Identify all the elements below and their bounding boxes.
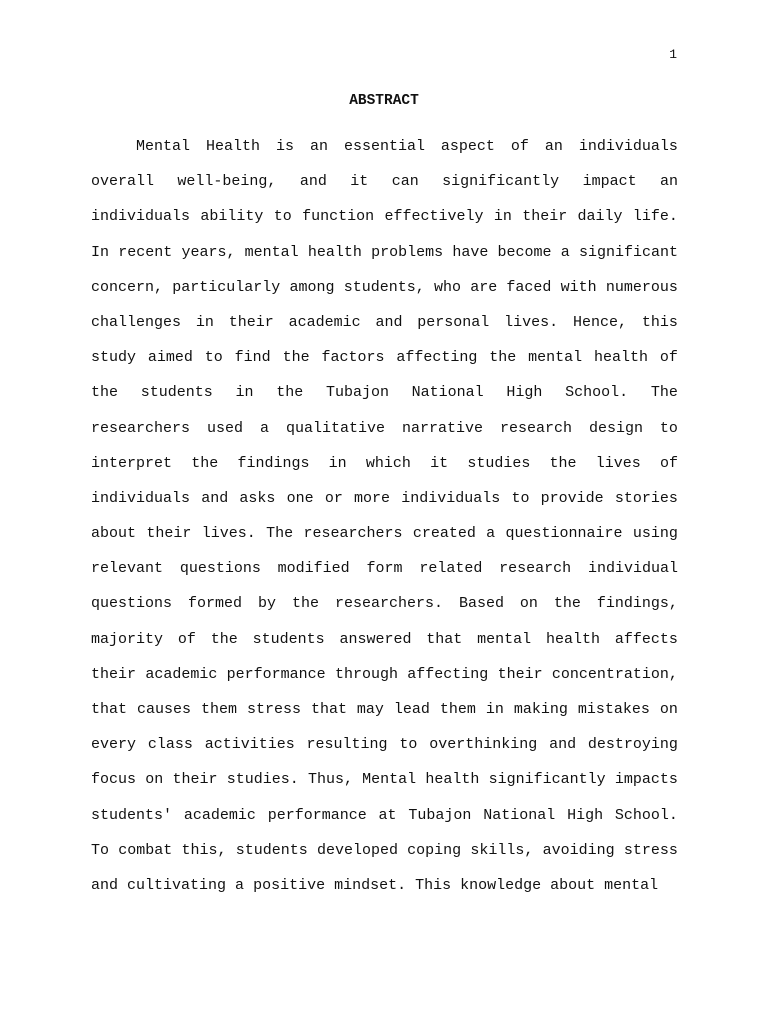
line-word: their: [497, 665, 543, 683]
line-word: created: [412, 525, 476, 543]
line-word: research: [499, 560, 572, 578]
line-word: stress: [246, 701, 301, 718]
line-word: affecting: [407, 665, 489, 683]
paragraph-line: [91, 770, 678, 805]
line-word: the: [549, 454, 577, 472]
paragraph-line: [91, 207, 678, 242]
line-word: in: [493, 208, 512, 226]
line-word: School.: [565, 384, 629, 402]
line-word: their: [91, 665, 137, 683]
line-word: one: [286, 489, 314, 507]
line-word: related: [419, 560, 483, 578]
line-word: factors: [321, 349, 385, 367]
line-word: developed: [316, 841, 398, 859]
line-word: asks: [239, 489, 276, 507]
line-word: health: [425, 771, 480, 789]
line-word: positive: [253, 876, 326, 894]
paragraph-line: [91, 278, 678, 313]
line-word: in: [235, 384, 254, 402]
line-word: academic: [288, 313, 361, 331]
line-word: used: [207, 419, 244, 437]
line-word: knowledge: [460, 876, 542, 894]
line-word: skills,: [470, 841, 534, 859]
line-word: impact: [582, 173, 637, 191]
paragraph-line: [91, 594, 678, 629]
line-word: mistakes: [577, 701, 650, 718]
line-word: findings,: [596, 595, 678, 613]
line-word: about: [91, 525, 137, 543]
paragraph-line: [91, 383, 678, 418]
line-word: a: [560, 243, 570, 261]
paragraph-line: [91, 841, 678, 876]
line-word: To: [91, 841, 110, 859]
paragraph-line: [91, 454, 678, 489]
abstract-body: [91, 137, 678, 911]
line-word: that: [91, 701, 128, 718]
line-word: researchers: [91, 419, 191, 437]
line-word: effectively: [384, 208, 484, 226]
line-word: modified: [277, 560, 350, 578]
line-word: by: [257, 595, 276, 613]
line-word: the: [91, 384, 119, 402]
line-word: daily: [577, 208, 623, 226]
line-word: questionnaire: [505, 525, 623, 543]
line-word: provide: [540, 489, 604, 507]
line-word: of: [177, 630, 196, 648]
line-word: researchers: [303, 525, 403, 543]
line-word: interpret: [91, 454, 173, 472]
line-word: the: [210, 630, 238, 648]
paragraph-line: [91, 876, 678, 911]
line-word: combat: [118, 841, 173, 859]
line-word: design: [588, 419, 643, 437]
line-word: answered: [339, 630, 412, 648]
line-word: and: [375, 313, 403, 331]
line-word: form: [366, 560, 403, 578]
line-word: numerous: [605, 278, 678, 296]
line-word: Mental: [136, 138, 191, 155]
line-word: years,: [181, 243, 236, 261]
line-word: significantly: [488, 771, 606, 789]
line-word: affecting: [396, 349, 478, 367]
line-word: faced: [506, 278, 552, 296]
line-word: study: [91, 349, 137, 367]
line-word: life.: [632, 208, 678, 226]
line-word: a: [486, 525, 496, 543]
line-word: become: [497, 243, 552, 261]
line-word: significant: [578, 243, 678, 261]
line-word: at: [378, 806, 397, 824]
line-word: through: [334, 665, 398, 683]
line-word: Thus,: [307, 771, 353, 789]
line-word: National: [411, 384, 484, 402]
paragraph-line: [91, 665, 678, 700]
line-word: every: [91, 736, 137, 754]
line-word: mental: [528, 349, 583, 367]
line-word: students,: [343, 278, 425, 296]
line-word: National: [483, 806, 556, 824]
line-word: mental: [244, 243, 299, 261]
line-word: concentration,: [551, 665, 678, 683]
line-word: them: [200, 701, 237, 718]
line-word: The: [266, 525, 294, 543]
line-word: of: [659, 349, 678, 367]
line-word: to: [273, 208, 292, 226]
line-word: their: [146, 525, 192, 543]
line-word: and: [299, 173, 327, 191]
line-word: significantly: [442, 173, 560, 191]
line-word: to: [204, 349, 223, 367]
line-word: that: [310, 701, 347, 718]
line-word: the: [276, 384, 304, 402]
line-word: and: [201, 489, 229, 507]
line-word: affects: [614, 630, 678, 648]
paragraph-line: [91, 806, 678, 841]
paragraph-line: [91, 172, 678, 207]
line-word: mindset.: [334, 876, 407, 894]
line-word: essential: [343, 138, 425, 155]
line-word: qualitative: [285, 419, 385, 437]
line-word: students: [252, 630, 325, 648]
line-word: this: [641, 313, 678, 331]
line-word: that: [426, 630, 463, 648]
line-word: aspect: [440, 138, 495, 155]
paragraph-line: [91, 243, 678, 278]
line-word: the: [489, 349, 517, 367]
line-word: their: [522, 208, 568, 226]
line-word: High: [567, 806, 604, 824]
line-word: of: [510, 138, 529, 155]
paragraph-line: [91, 348, 678, 383]
line-word: individuals: [578, 138, 678, 155]
line-word: lives.: [504, 313, 559, 331]
paragraph-line: [91, 313, 678, 348]
line-word: questions: [179, 560, 261, 578]
line-word: stress: [623, 841, 678, 859]
line-word: the: [553, 595, 581, 613]
paragraph-line: [91, 700, 678, 735]
line-word: students: [140, 384, 213, 402]
line-word: and: [549, 736, 577, 754]
line-word: problems: [371, 243, 444, 261]
line-word: The: [650, 384, 678, 402]
line-word: which: [365, 454, 411, 472]
line-word: studies: [467, 454, 531, 472]
line-word: is: [275, 138, 294, 155]
line-word: In: [91, 243, 110, 261]
line-word: using: [632, 525, 678, 543]
line-word: impacts: [614, 771, 678, 789]
line-word: an: [659, 173, 678, 191]
line-word: majority: [91, 630, 164, 648]
line-word: individuals: [401, 489, 501, 507]
line-word: may: [356, 701, 384, 718]
line-word: to: [659, 419, 678, 437]
line-word: about: [550, 876, 596, 894]
line-word: an: [309, 138, 328, 155]
line-word: among: [289, 278, 335, 296]
line-word: mental: [604, 876, 659, 894]
line-word: in: [328, 454, 347, 472]
line-word: activities: [204, 736, 295, 754]
line-word: making: [513, 701, 568, 718]
line-word: find: [234, 349, 271, 367]
line-word: to: [399, 736, 418, 754]
line-word: lead: [393, 701, 430, 718]
line-word: individuals: [91, 208, 191, 226]
line-word: findings: [237, 454, 310, 472]
line-word: their: [172, 771, 218, 789]
line-word: this,: [181, 841, 227, 859]
line-word: studies.: [226, 771, 299, 789]
line-word: concern,: [91, 278, 164, 296]
line-word: resulting: [306, 736, 388, 754]
line-word: mental: [477, 630, 532, 648]
line-word: or: [324, 489, 343, 507]
line-word: High: [506, 384, 543, 402]
line-word: Based: [458, 595, 504, 613]
line-word: ability: [200, 208, 264, 226]
line-word: particularly: [172, 278, 281, 296]
line-word: recent: [118, 243, 173, 261]
line-word: well-being,: [177, 173, 277, 191]
line-word: their: [228, 313, 274, 331]
line-word: stories: [614, 489, 678, 507]
abstract-title: ABSTRACT: [349, 93, 419, 109]
line-word: them: [439, 701, 476, 718]
line-word: who: [433, 278, 461, 296]
line-word: a: [259, 419, 269, 437]
line-word: to: [511, 489, 530, 507]
paragraph-line: [91, 419, 678, 454]
line-word: coping: [407, 841, 462, 859]
line-word: academic: [183, 806, 256, 824]
line-word: individuals: [91, 489, 191, 507]
line-word: it: [350, 173, 369, 191]
line-word: relevant: [91, 560, 164, 578]
line-word: formed: [187, 595, 242, 613]
line-word: performance: [226, 665, 326, 683]
line-word: Hence,: [573, 313, 628, 331]
line-word: overthinking: [429, 736, 538, 754]
paragraph-line: [91, 559, 678, 594]
line-word: in: [195, 313, 214, 331]
line-word: lives.: [201, 525, 256, 543]
line-word: health: [594, 349, 649, 367]
line-word: class: [147, 736, 193, 754]
line-word: lives: [595, 454, 641, 472]
line-word: and: [91, 876, 119, 894]
line-word: challenges: [91, 313, 182, 331]
line-word: on: [659, 701, 678, 718]
line-word: This: [415, 876, 452, 894]
line-word: questions: [91, 595, 173, 613]
line-word: overall: [91, 173, 155, 191]
line-word: aimed: [147, 349, 193, 367]
line-word: students: [235, 841, 308, 859]
paragraph-line: [91, 524, 678, 559]
line-word: can: [391, 173, 419, 191]
line-word: destroying: [587, 736, 678, 754]
line-word: in: [485, 701, 504, 718]
line-word: narrative: [401, 419, 483, 437]
line-word: function: [302, 208, 375, 226]
line-word: cultivating: [127, 876, 227, 894]
line-word: the: [282, 349, 310, 367]
line-word: focus: [91, 771, 137, 789]
line-word: the: [191, 454, 219, 472]
line-word: researchers.: [334, 595, 443, 613]
line-word: Health: [205, 138, 260, 155]
line-word: on: [519, 595, 538, 613]
line-word: individual: [587, 560, 678, 578]
line-word: avoiding: [542, 841, 615, 859]
line-word: causes: [136, 701, 191, 718]
paragraph-line: [91, 137, 678, 172]
line-word: health: [546, 630, 601, 648]
line-word: have: [452, 243, 489, 261]
line-word: a: [235, 876, 245, 894]
line-word: more: [354, 489, 391, 507]
line-word: with: [560, 278, 597, 296]
paragraph-line: [91, 735, 678, 770]
line-word: research: [499, 419, 572, 437]
paragraph-line: [91, 630, 678, 665]
line-word: performance: [267, 806, 367, 824]
line-word: on: [145, 771, 164, 789]
line-word: health: [307, 243, 362, 261]
line-word: are: [470, 278, 498, 296]
line-word: Mental: [362, 771, 417, 789]
line-word: School.: [614, 806, 678, 824]
line-word: the: [291, 595, 319, 613]
line-word: Tubajon: [325, 384, 389, 402]
line-word: students': [91, 806, 173, 824]
line-word: personal: [417, 313, 490, 331]
line-word: Tubajon: [408, 806, 472, 824]
line-word: of: [659, 454, 678, 472]
line-word: it: [430, 454, 449, 472]
page-number: 1: [669, 47, 677, 62]
line-word: an: [544, 138, 563, 155]
paragraph-line: [91, 489, 678, 524]
line-word: academic: [145, 665, 218, 683]
